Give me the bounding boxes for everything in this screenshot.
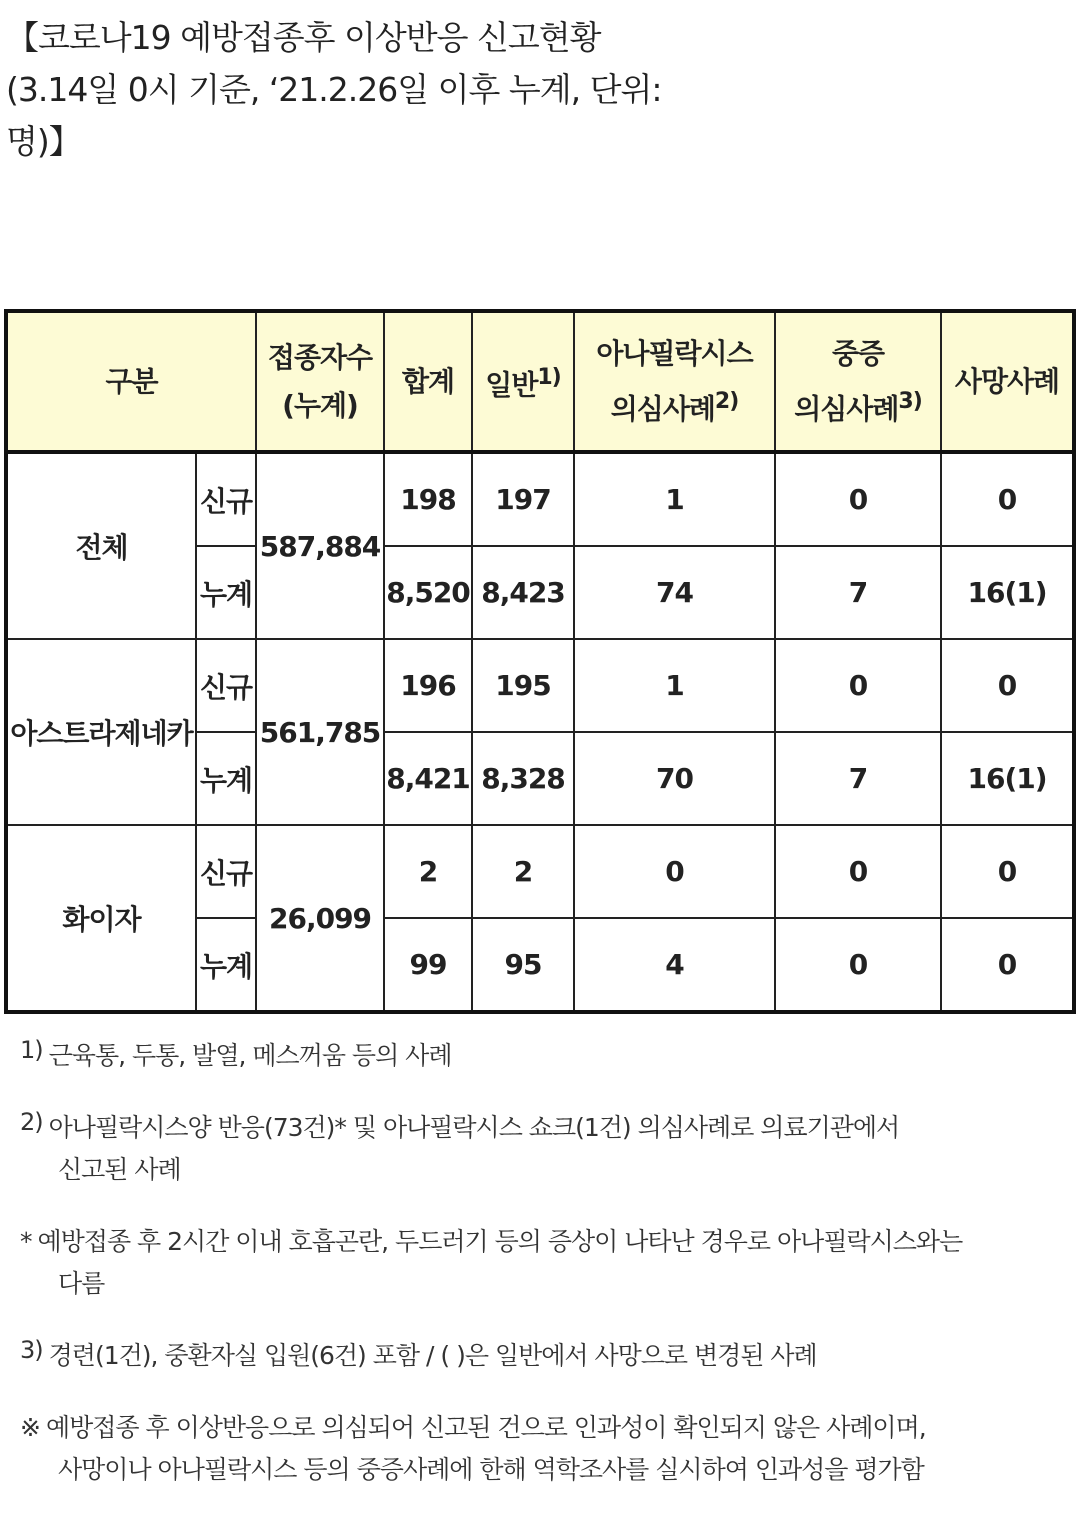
cell-total: 99	[384, 918, 472, 1012]
header-general	[472, 311, 574, 452]
cell-total: 8,421	[384, 732, 472, 825]
group-name: 화이자	[6, 825, 196, 1012]
table-header-row	[6, 311, 1074, 452]
cell-general: 197	[472, 452, 574, 546]
cell-severe: 0	[775, 452, 941, 546]
cell-general: 8,328	[472, 732, 574, 825]
row-type: 누계	[196, 732, 256, 825]
vaccinated-count: 587,884	[256, 452, 384, 639]
cell-total: 196	[384, 639, 472, 732]
cell-general: 195	[472, 639, 574, 732]
header-anaphylaxis	[574, 311, 775, 452]
cell-death: 16(1)	[941, 732, 1074, 825]
footnote-continuation: 사망이나 아나필락시스 등의 중증사례에 한해 역학조사를 실시하여 인과성을 평가함	[58, 1455, 924, 1484]
footnote-text: 예방접종 후 2시간 이내 호흡곤란, 두드러기 등의 증상이 나타난 경우로 아나필락시스와는	[37, 1227, 963, 1256]
header-severe	[775, 311, 941, 452]
footnote-text: 경련(1건), 중환자실 입원(6건) 포함 / ( )은 일반에서 사망으로 변경된 사례	[48, 1341, 817, 1370]
row-type: 누계	[196, 546, 256, 639]
footnote	[20, 1107, 1060, 1191]
cell-general: 8,423	[472, 546, 574, 639]
cell-anaphylaxis: 70	[574, 732, 775, 825]
table-row	[6, 452, 1074, 546]
header-death: 사망사례	[941, 311, 1074, 452]
header-anaphylaxis-line1: 아나필락시스	[596, 336, 753, 370]
cell-severe: 7	[775, 546, 941, 639]
cell-severe: 0	[775, 825, 941, 918]
cell-severe: 0	[775, 918, 941, 1012]
footnote	[20, 1407, 1060, 1491]
cell-total: 8,520	[384, 546, 472, 639]
footnote-text: 근육통, 두통, 발열, 메스꺼움 등의 사례	[48, 1041, 452, 1070]
header-total: 합계	[384, 311, 472, 452]
footnote	[20, 1335, 1060, 1377]
cell-death: 0	[941, 918, 1074, 1012]
header-general-label: 일반	[485, 368, 538, 402]
footnote-text: 아나필락시스양 반응(73건)* 및 아나필락시스 쇼크(1건) 의심사례로 의료기관에서	[48, 1113, 900, 1142]
cell-death: 0	[941, 639, 1074, 732]
cell-death: 0	[941, 452, 1074, 546]
header-vaccinated-line2: (누계)	[282, 388, 358, 422]
table-row	[6, 825, 1074, 918]
header-severe-note: 3)	[898, 388, 922, 414]
header-vaccinated	[256, 311, 384, 452]
cell-severe: 0	[775, 639, 941, 732]
footnote-mark: *	[20, 1227, 32, 1256]
vaccinated-count: 26,099	[256, 825, 384, 1012]
footnote-mark: 3)	[20, 1336, 43, 1364]
cell-general: 2	[472, 825, 574, 918]
cell-total: 2	[384, 825, 472, 918]
group-name: 전체	[6, 452, 196, 639]
cell-anaphylaxis: 0	[574, 825, 775, 918]
row-type: 신규	[196, 452, 256, 546]
footnote	[20, 1221, 1060, 1305]
vaccinated-count: 561,785	[256, 639, 384, 825]
row-type: 신규	[196, 639, 256, 732]
header-anaphylaxis-line2: 의심사례	[610, 392, 715, 426]
adverse-reaction-table	[4, 309, 1076, 1014]
footnote-mark: 1)	[20, 1036, 43, 1064]
cell-death: 16(1)	[941, 546, 1074, 639]
header-severe-line2: 의심사례	[794, 392, 899, 426]
footnote-continuation: 다름	[58, 1269, 105, 1298]
group-name: 아스트라제네카	[6, 639, 196, 825]
cell-anaphylaxis: 1	[574, 452, 775, 546]
row-type: 누계	[196, 918, 256, 1012]
cell-general: 95	[472, 918, 574, 1012]
header-category: 구분	[6, 311, 256, 452]
cell-death: 0	[941, 825, 1074, 918]
footnote-text: 예방접종 후 이상반응으로 의심되어 신고된 건으로 인과성이 확인되지 않은 사례이며,	[45, 1413, 926, 1442]
cell-anaphylaxis: 74	[574, 546, 775, 639]
footnote-mark: 2)	[20, 1108, 43, 1136]
footnote-continuation: 신고된 사례	[58, 1155, 181, 1184]
cell-severe: 7	[775, 732, 941, 825]
cell-anaphylaxis: 4	[574, 918, 775, 1012]
header-severe-line1: 중증	[831, 336, 885, 370]
cell-anaphylaxis: 1	[574, 639, 775, 732]
cell-total: 198	[384, 452, 472, 546]
header-vaccinated-line1: 접종자수	[267, 340, 373, 374]
footnotes	[20, 1035, 1060, 1521]
page-title: 【코로나19 예방접종후 이상반응 신고현황 (3.14일 0시 기준, ‘21.2.26일 이후 누계, 단위: 명)】	[6, 18, 662, 161]
table-row	[6, 639, 1074, 732]
header-general-note: 1)	[537, 364, 561, 390]
row-type: 신규	[196, 825, 256, 918]
header-anaphylaxis-note: 2)	[714, 388, 739, 414]
footnote-mark: ※	[20, 1413, 40, 1442]
footnote	[20, 1035, 1060, 1077]
